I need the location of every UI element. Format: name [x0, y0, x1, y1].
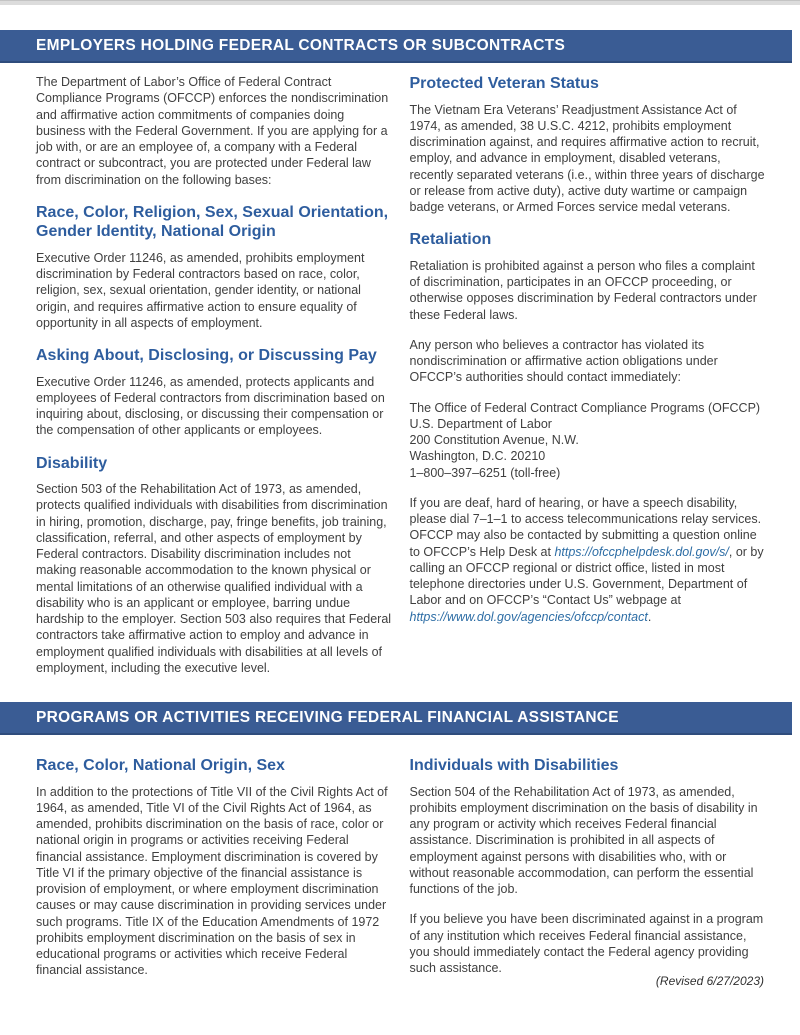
relay-text-end: . — [647, 609, 652, 624]
paragraph-relay-services — [410, 495, 767, 625]
heading-individuals-disabilities: Individuals with Disabilities — [409, 757, 619, 774]
ofccp-address-block — [410, 400, 767, 481]
relay-text-pre: If you are deaf, hard of hearing, or have a speech disability, please dial 7–1–1 to access telecommunications relay services. OFCCP may also be contacted by submitting a question online to OFCCP’s Help Desk at — [409, 495, 762, 559]
address-line-street: 200 Constitution Avenue, N.W. — [409, 433, 579, 448]
banner-federal-contracts — [0, 30, 792, 63]
banner-federal-assistance — [0, 702, 792, 735]
heading-discussing-pay: Asking About, Disclosing, or Discussing Pay — [36, 347, 377, 365]
heading-race-color-origin-sex: Race, Color, National Origin, Sex — [36, 757, 285, 774]
contracts-right-column — [410, 74, 767, 690]
helpdesk-link[interactable]: https://ofccphelpdesk.dol.gov/s/ — [554, 544, 729, 559]
heading-retaliation: Retaliation — [409, 231, 492, 249]
paragraph-executive-order-race: Executive Order 11246, as amended, prohibits employment discrimination by Federal contractors based on race, color, religion, sex, sexual orientation, gender identity, or national origin, and requires affirmative action to ensure equality of opportunity in all aspects of employment. — [36, 250, 365, 330]
address-line-phone: 1–800–397–6251 (toll-free) — [409, 465, 561, 480]
ofccp-contact-link[interactable]: https://www.dol.gov/agencies/ofccp/contact — [409, 609, 648, 624]
heading-race-color-religion: Race, Color, Religion, Sex, Sexual Orientation, Gender Identity, National Origin — [36, 203, 389, 241]
revised-date-note: (Revised 6/27/2023) — [655, 974, 764, 988]
paragraph-retaliation: Retaliation is prohibited against a person who files a complaint of discrimination, participates in an OFCCP proceeding, or otherwise opposes discrimination by Federal contractors under these Federal laws. — [409, 258, 757, 322]
page-top-edge — [0, 0, 800, 5]
address-line-department: U.S. Department of Labor — [409, 416, 552, 431]
relay-text-mid: , or by calling an OFCCP regional or district office, listed in most telephone directories under U.S. Government, Department of Labor and on OFCCP’s “Contact Us” webpage at — [409, 544, 764, 608]
paragraph-section-504: Section 504 of the Rehabilitation Act of 1973, as amended, prohibits employment discrimination on the basis of disability in any program or activity which receives Federal financial assistance. Discrimination is prohibited in all aspects of employment against persons with disabilities who, with or without reasonable accommodation, can perform the essential functions of the job. — [409, 784, 758, 897]
paragraph-title-vi-ix: In addition to the protections of Title VII of the Civil Rights Act of 1964, as amended, Title VI of the Civil Rights Act of 1964, as amended, prohibits discrimination on the basis of race, color or national origin in programs or activities receiving Federal financial assistance. Employment discrimination is covered by Title VI if the primary objective of the financial assistance is provision of employment, or where employment discrimination causes or may cause discrimination in providing services under such programs. Title IX of the Education Amendments of 1972 prohibits employment discrimination on the basis of sex in educational programs or activities which receive Federal financial assistance. — [36, 784, 388, 978]
paragraph-believe-discriminated: If you believe you have been discriminated against in a program of any institution which receives Federal financial assistance, you should immediately contact the Federal agency providing such assistance. — [409, 912, 764, 976]
contracts-section — [0, 74, 800, 690]
assistance-section — [0, 756, 800, 993]
paragraph-disability: Section 503 of the Rehabilitation Act of 1973, as amended, protects qualified individuals with disabilities from discrimination in hiring, promotion, discharge, pay, fringe benefits, job training, classification, referral, and other aspects of employment by Federal contractors. Disability discrimination includes not making reasonable accommodation to the known physical or mental limitations of an otherwise qualified individual with a disability who is an applicant or employee, barring undue hardship to the employer. Section 503 also requires that Federal contractors take affirmative action to employ and advance in employment qualified individuals with disabilities at all levels of employment, including the executive level. — [36, 482, 392, 675]
paragraph-protected-veteran: The Vietnam Era Veterans’ Readjustment Assistance Act of 1974, as amended, 38 U.S.C. 4212, prohibits employment discrimination against, and requires affirmative action to recruit, employ, and advance in employment, disabled veterans, recently separated veterans (i.e., within three years of discharge or release from active duty), active duty wartime or campaign badge veterans, or Armed Forces service medal veterans. — [409, 102, 765, 215]
address-line-city: Washington, D.C. 20210 — [409, 449, 546, 464]
banner-federal-assistance-title: PROGRAMS OR ACTIVITIES RECEIVING FEDERAL FINANCIAL ASSISTANCE — [36, 708, 619, 726]
assistance-left-column — [36, 756, 393, 993]
paragraph-contact-intro: Any person who believes a contractor has violated its nondiscrimination or affirmative action obligations under OFCCP’s authorities should contact immediately: — [409, 337, 718, 385]
heading-protected-veteran: Protected Veteran Status — [409, 75, 599, 92]
banner-federal-contracts-title: EMPLOYERS HOLDING FEDERAL CONTRACTS OR SUBCONTRACTS — [36, 36, 566, 54]
ofccp-intro-paragraph: The Department of Labor’s Office of Federal Contract Compliance Programs (OFCCP) enforces the nondiscrimination and affirmative action commitments of companies doing business with the Federal Government. If you are applying for a job with, or are an employee of, a company with a Federal contract or subcontract, you are protected under Federal law from discrimination on the following bases: — [36, 75, 389, 187]
assistance-right-column — [410, 756, 767, 993]
contracts-left-column — [36, 74, 393, 690]
paragraph-discussing-pay: Executive Order 11246, as amended, protects applicants and employees of Federal contractors from discrimination based on inquiring about, disclosing, or discussing their compensation or the compensation of other applicants or employees. — [36, 374, 385, 438]
heading-disability: Disability — [36, 454, 108, 472]
address-line-office: The Office of Federal Contract Compliance Programs (OFCCP) — [409, 400, 761, 415]
